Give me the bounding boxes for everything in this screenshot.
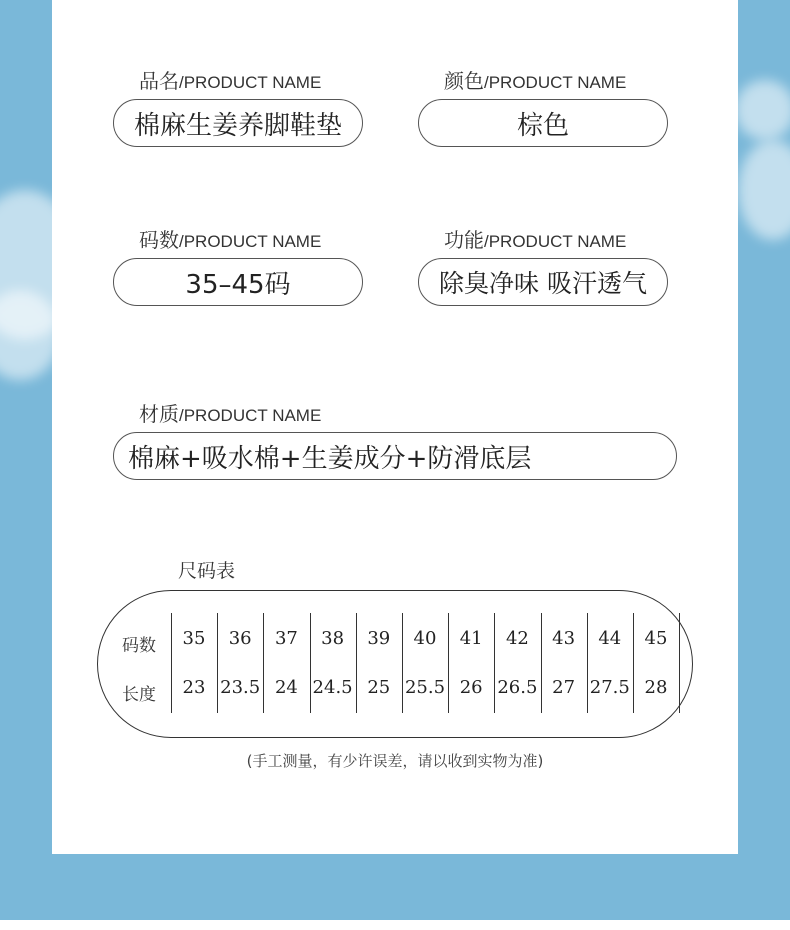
length-cell: 26 (459, 677, 483, 698)
size-chart-title: 尺码表 (178, 560, 236, 582)
size-cell: 44 (598, 628, 622, 649)
function-value: 除臭净味 吸汗透气 (418, 258, 668, 306)
field-label (139, 398, 321, 427)
row-label-size: 码数 (122, 636, 156, 656)
field-label (139, 65, 321, 94)
field-label (444, 224, 626, 253)
label-en: /PRODUCT NAME (179, 73, 322, 92)
length-cell: 26.5 (497, 677, 538, 698)
length-cell: 27.5 (589, 677, 630, 698)
size-range-value: 35–45码 (113, 258, 363, 306)
size-cell: 43 (552, 628, 576, 649)
length-cell: 23.5 (220, 677, 261, 698)
size-cell: 38 (321, 628, 345, 649)
length-cell: 24 (274, 677, 298, 698)
label-cn: 品名 (139, 69, 179, 93)
size-chart-table (97, 590, 693, 738)
size-cell: 41 (459, 628, 483, 649)
label-en: /PRODUCT NAME (179, 232, 322, 251)
field-label (139, 224, 321, 253)
measurement-note: (手工测量，有少许误差，请以收到实物为准) (246, 752, 544, 770)
cloud-decoration (738, 140, 790, 240)
length-cell: 28 (644, 677, 668, 698)
size-cell: 39 (367, 628, 391, 649)
label-cn: 功能 (444, 228, 484, 252)
label-en: /PRODUCT NAME (484, 232, 627, 251)
length-cell: 27 (552, 677, 576, 698)
length-cell: 25 (367, 677, 391, 698)
size-cell: 40 (413, 628, 437, 649)
label-cn: 码数 (139, 228, 179, 252)
label-cn: 颜色 (444, 69, 484, 93)
length-cell: 24.5 (312, 677, 353, 698)
size-cell: 42 (505, 628, 529, 649)
cloud-decoration (735, 80, 790, 140)
bottom-band (0, 920, 790, 930)
label-cn: 材质 (139, 402, 179, 426)
label-en: /PRODUCT NAME (179, 406, 322, 425)
length-cell: 25.5 (404, 677, 446, 698)
size-cell: 45 (644, 628, 668, 649)
column-divider (679, 613, 680, 713)
row-label-length: 长度 (122, 685, 156, 705)
material-value: 棉麻+吸水棉+生姜成分+防滑底层 (113, 432, 677, 480)
size-cell: 36 (228, 628, 252, 649)
length-cell: 23 (182, 677, 206, 698)
color-value: 棕色 (418, 99, 668, 147)
product-name-value: 棉麻生姜养脚鞋垫 (113, 99, 363, 147)
size-cell: 35 (182, 628, 206, 649)
label-en: /PRODUCT NAME (484, 73, 627, 92)
field-label (444, 65, 626, 94)
size-cell: 37 (274, 628, 298, 649)
